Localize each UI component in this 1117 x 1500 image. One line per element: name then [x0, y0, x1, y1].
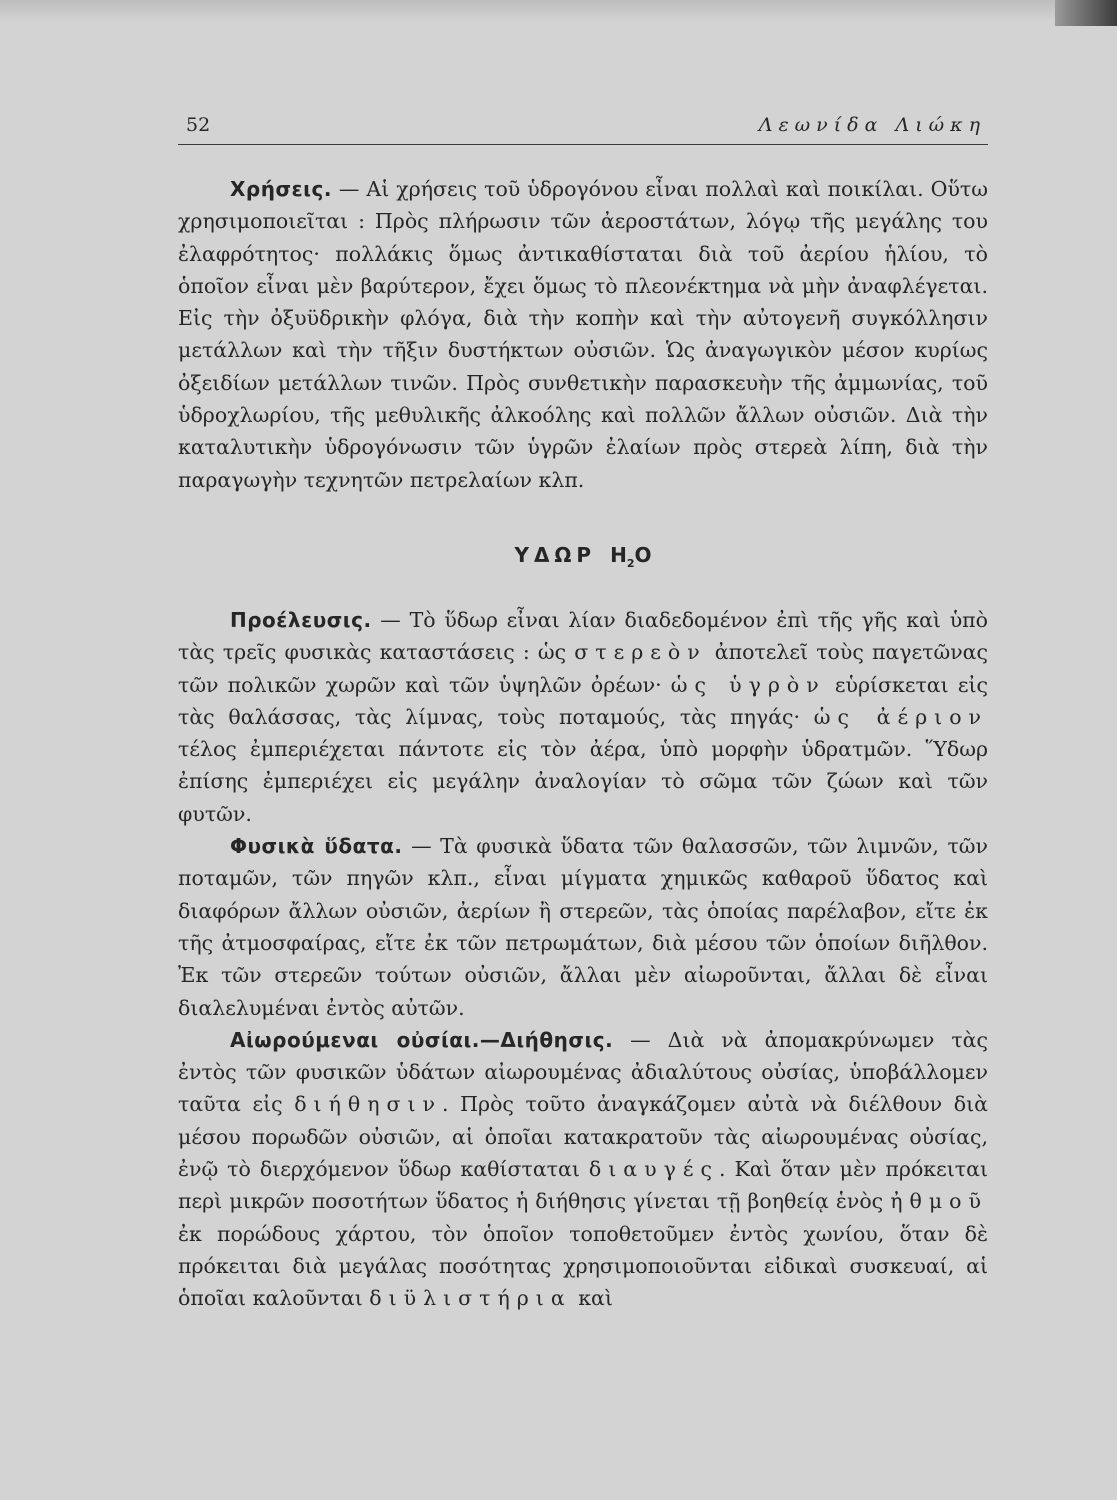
paragraph-suspended — [178, 1024, 988, 1315]
paragraph-uses — [178, 173, 988, 496]
origin-text-1: — Τὸ ὕδωρ εἶναι λίαν διαδεδομένον ἐπὶ τῆς γῆς καὶ ὑπὸ τὰς τρεῖς φυσικὰς καταστάσεις : ὡς — [178, 607, 988, 665]
suspended-spaced-3: ἠθμοῦ — [890, 1189, 988, 1214]
origin-spaced-2: ὡς ὑγρὸν — [670, 672, 826, 697]
suspended-text-1: — Διὰ νὰ ἀπομακρύνωμεν τὰς ἐντὸς τῶν φυσικῶν ὑδάτων αἰωρουμένας ἀδιαλύτους οὐσίας, ὑποβάλλομεν ταῦτα εἰς — [178, 1027, 988, 1117]
origin-spaced-1: στερεὸν — [574, 640, 707, 665]
body-text — [178, 173, 988, 1315]
page-number: 52 — [186, 114, 211, 136]
chemical-formula — [610, 542, 652, 570]
formula-tail: O — [634, 542, 652, 567]
formula-element: H — [610, 542, 627, 567]
heading-origin: Προέλευσις. — [230, 607, 372, 632]
paragraph-origin — [178, 604, 988, 830]
uses-text: — Αἱ χρήσεις τοῦ ὑδρογόνου εἶναι πολλαὶ καὶ ποικίλαι. Οὕτω χρησιμοποιεῖται : Πρὸς πλήρωσιν τῶν ἀεροστάτων, λόγῳ τῆς μεγάλης του ἐλαφρότητος· πολλάκις ὅμως ἀντικαθίσταται διὰ τοῦ ἀερίου ἡλίου, τὸ ὁποῖον εἶναι μὲν βαρύτερον, ἔχει ὅμως τὸ πλεονέκτημα νὰ μὴν ἀναφλέγεται. Εἰς τὴν ὀξυϋδρικὴν φλόγα, διὰ τὴν κοπὴν καὶ τὴν αὐτογενῆ συγκόλλησιν μετάλλων καὶ τὴν τῆξιν δυστήκτων οὐσιῶν. Ὡς ἀναγωγικὸν μέσον κυρίως ὀξειδίων μετάλλων τινῶν. Πρὸς συνθετικὴν παρασκευὴν τῆς ἀμμωνίας, τοῦ ὑδροχλωρίου, τῆς μεθυλικῆς ἀλκοόλης καὶ πολλῶν ἄλλων οὐσιῶν. Διὰ τὴν καταλυτικὴν ὑδρογόνωσιν τῶν ὑγρῶν ἐλαίων πρὸς στερεὰ λίπη, διὰ τὴν παραγωγὴν τεχνητῶν πετρελαίων κλπ. — [178, 177, 988, 492]
scan-edge-right — [1055, 0, 1117, 26]
suspended-text-5: καὶ — [571, 1286, 613, 1311]
section-title-word: ΥΔΩΡ — [514, 542, 597, 567]
origin-text-4: τέλος ἐμπεριέχεται πάντοτε εἰς τὸν ἀέρα, ὑπὸ μορφὴν ὑδρατμῶν. Ὕδωρ ἐπίσης ἐμπεριέχει εἰς μεγάλην ἀναλογίαν τὸ σῶμα τῶν ζώων καὶ τῶν φυτῶν. — [178, 737, 988, 826]
section-title — [178, 543, 988, 571]
formula-subscript: 2 — [626, 556, 635, 570]
suspended-text-4: ἐκ πορώδους χάρτου, τὸν ὁποῖον τοποθετοῦμεν ἐντὸς χωνίου, ὅταν δὲ πρόκειται διὰ μεγάλας ποσότητας χρησιμοποιοῦνται εἰδικαὶ συσκευαί, αἱ ὁποῖαι καλοῦνται — [178, 1221, 988, 1311]
origin-text-3: εὑρίσκεται εἰς τὰς θαλάσσας, τὰς λίμνας, τοὺς ποταμούς, τὰς πηγάς· — [178, 672, 988, 729]
natural-waters-text: — Τὰ φυσικὰ ὕδατα τῶν θαλασσῶν, τῶν λιμνῶν, τῶν ποταμῶν, τῶν πηγῶν κλπ., εἶναι μίγματα χημικῶς καθαροῦ ὕδατος καὶ διαφόρων ἄλλων οὐσιῶν, ἀερίων ἢ στερεῶν, τὰς ὁποίας παρέλαβον, εἴτε ἐκ τῆς ἀτμοσφαίρας, εἴτε ἐκ τῶν πετρωμάτων, διὰ μέσου τῶν ὁποίων διῆλθον. Ἐκ τῶν στερεῶν τούτων οὐσιῶν, ἄλλαι μὲν αἰωροῦνται, ἄλλαι δὲ εἶναι διαλελυμέναι ἐντὸς αὐτῶν. — [178, 834, 988, 1020]
running-head — [178, 100, 988, 145]
book-page — [178, 100, 988, 1480]
scan-edge-top — [0, 0, 1117, 22]
heading-natural-waters: Φυσικὰ ὕδατα. — [230, 834, 403, 859]
heading-uses: Χρήσεις. — [230, 177, 332, 201]
suspended-text-3: . Καὶ ὅταν μὲν πρόκειται περὶ μικρῶν ποσοτήτων ὕδατος ἡ διήθησις γίνεται τῇ βοηθείᾳ ἑνὸς — [178, 1157, 988, 1214]
suspended-spaced-2: διαυγές — [588, 1157, 719, 1182]
origin-spaced-3: ὡς ἀέριον — [813, 704, 988, 729]
suspended-text-2: . Πρὸς τοῦτο ἀναγκάζομεν αὐτὰ νὰ διέλθουν διὰ μέσου πορωδῶν οὐσιῶν, αἱ ὁποῖαι κατακρατοῦν τὰς αἰωρουμένας οὐσίας, ἐνῷ τὸ διερχόμενον ὕδωρ καθίσταται — [178, 1092, 988, 1182]
suspended-spaced-4: διϋλιστήρια — [369, 1286, 572, 1311]
origin-text-2: ἀποτελεῖ τοὺς παγετῶνας τῶν πολικῶν χωρῶν καὶ τῶν ὑψηλῶν ὀρέων· — [178, 640, 988, 697]
paragraph-natural-waters — [178, 830, 988, 1024]
running-head-author: Λεωνίδα Λιώκη — [758, 114, 986, 136]
heading-suspended: Αἰωρούμεναι οὐσίαι.—Διήθησις. — [230, 1027, 614, 1052]
suspended-spaced-1: διήθησιν — [294, 1092, 442, 1117]
